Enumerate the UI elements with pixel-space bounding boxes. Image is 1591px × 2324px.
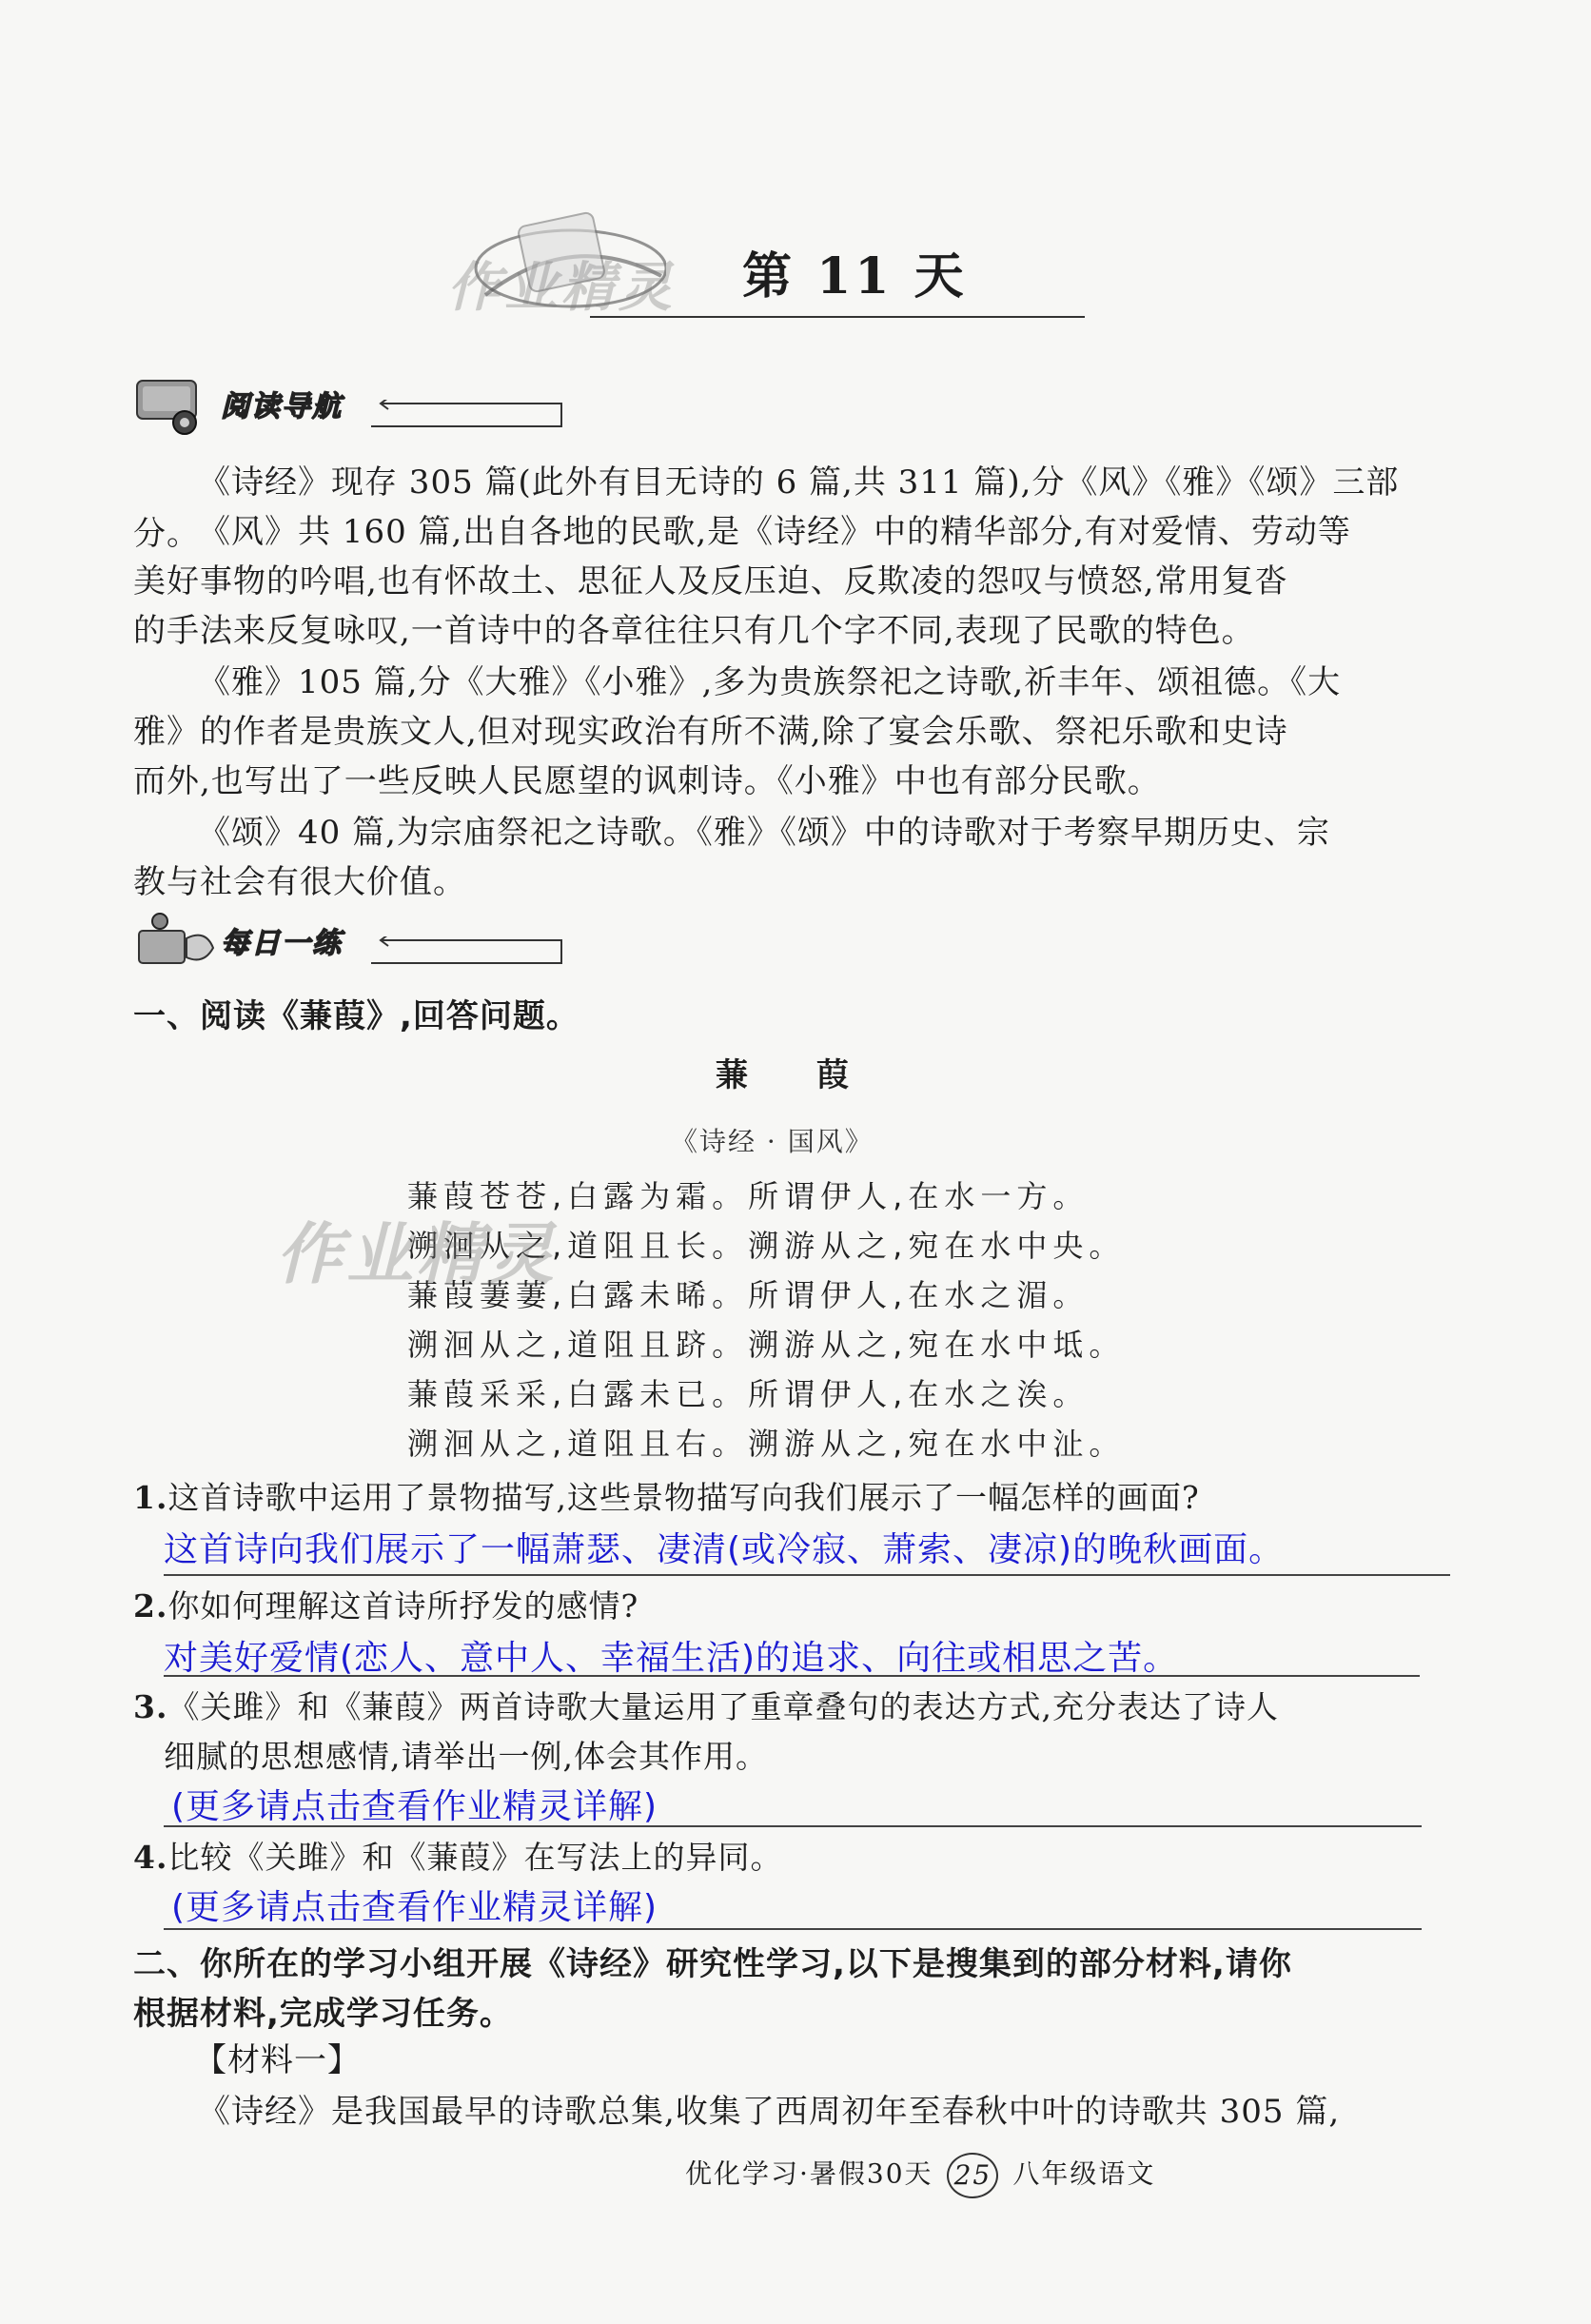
question-4 [133, 1833, 1446, 1882]
part-one-heading: 一、阅读《蒹葭》,回答问题。 [133, 997, 579, 1035]
question-3-text: 《关雎》和《蒹葭》两首诗歌大量运用了重章叠句的表达方式,充分表达了诗人 [167, 1688, 1279, 1725]
question-3-text-continued: 细腻的思想感情,请举出一例,体会其作用。 [164, 1738, 768, 1775]
guide-paragraph-2-line-3: 的手法来反复咏叹,一首诗中的各章往往只有几个字不同,表现了民歌的特色。 [133, 612, 1255, 650]
question-4-number: 4. [133, 1839, 168, 1876]
question-1-number: 1. [133, 1479, 168, 1516]
answer-3-line [164, 1825, 1422, 1827]
question-3-number: 3. [133, 1688, 168, 1725]
question-1-text: 这首诗歌中运用了景物描写,这些景物描写向我们展示了一幅怎样的画面? [167, 1479, 1200, 1516]
guide-paragraph-4-line-2: 教与社会有很大价值。 [133, 863, 466, 901]
section-arrow-icon [371, 400, 571, 428]
question-3 [133, 1683, 1446, 1732]
question-2-number: 2. [133, 1587, 168, 1625]
answer-2-line [164, 1675, 1420, 1677]
daily-practice-label: 每日一练 [221, 927, 343, 960]
part-two-heading-line-2: 根据材料,完成学习任务。 [133, 1995, 513, 2033]
reading-guide-icon [133, 373, 219, 436]
poem-watermark: 作业精灵 [276, 1215, 558, 1293]
page-title: 第 11 天 [742, 247, 968, 305]
footer-book-title: 优化学习·暑假30天 [685, 2157, 933, 2190]
part-two-heading-line-1: 二、你所在的学习小组开展《诗经》研究性学习,以下是搜集到的部分材料,请你 [133, 1945, 1292, 1983]
poem-line-5: 蒹葭采采,白露未已。所谓伊人,在水之涘。 [407, 1376, 1090, 1412]
poem-line-6: 溯洄从之,道阻且右。溯游从之,宛在水中沚。 [407, 1426, 1126, 1462]
poem-line-1: 蒹葭苍苍,白露为霜。所谓伊人,在水一方。 [407, 1178, 1090, 1214]
answer-1: 这首诗向我们展示了一幅萧瑟、凄清(或冷寂、萧索、凄凉)的晚秋画面。 [164, 1530, 1285, 1569]
material-one-label: 【材料一】 [194, 2041, 361, 2079]
guide-paragraph-3-line-2: 雅》的作者是贵族文人,但对现实政治有所不满,除了宴会乐歌、祭祀乐歌和史诗 [133, 713, 1288, 751]
answer-3-link[interactable]: (更多请点击查看作业精灵详解) [171, 1787, 658, 1826]
question-4-text: 比较《关雎》和《蒹葭》在写法上的异同。 [167, 1839, 783, 1876]
guide-paragraph-2-line-1: 《风》共 160 篇,出自各地的民歌,是《诗经》中的精华部分,有对爱情、劳动等 [198, 513, 1351, 551]
answer-4-link[interactable]: (更多请点击查看作业精灵详解) [171, 1888, 658, 1927]
guide-paragraph-3-line-1: 《雅》105 篇,分《大雅》《小雅》,多为贵族祭祀之诗歌,祈丰年、颂祖德。《大 [198, 663, 1342, 701]
answer-1-line [164, 1574, 1450, 1576]
daily-practice-header [133, 910, 590, 971]
poem-source: 《诗经 · 国风》 [671, 1126, 874, 1157]
question-2 [133, 1582, 1446, 1631]
poem-title: 蒹 葭 [716, 1056, 877, 1094]
page-number: 25 [947, 2153, 998, 2198]
guide-paragraph-3-line-3: 而外,也写出了一些反映人民愿望的讽刺诗。《小雅》中也有部分民歌。 [133, 762, 1161, 800]
question-1 [133, 1473, 1446, 1523]
guide-paragraph-1: 《诗经》现存 305 篇(此外有目无诗的 6 篇,共 311 篇),分《风》《雅》《颂》三部分。 [133, 463, 1400, 553]
poem-line-2: 溯洄从之,道阻且长。溯游从之,宛在水中央。 [407, 1228, 1126, 1264]
title-divider [590, 316, 1085, 318]
poem-line-4: 溯洄从之,道阻且跻。溯游从之,宛在水中坻。 [407, 1327, 1126, 1363]
question-2-text: 你如何理解这首诗所抒发的感情? [167, 1587, 639, 1625]
answer-2: 对美好爱情(恋人、意中人、幸福生活)的追求、向往或相思之苦。 [164, 1639, 1179, 1678]
guide-paragraph-4-line-1: 《颂》40 篇,为宗庙祭祀之诗歌。《雅》《颂》中的诗歌对于考察早期历史、宗 [198, 814, 1330, 852]
footer [685, 2153, 1155, 2198]
poem-line-3: 蒹葭萋萋,白露未晞。所谓伊人,在水之湄。 [407, 1277, 1090, 1313]
daily-practice-icon [133, 910, 219, 973]
reading-guide-label: 阅读导航 [221, 390, 343, 423]
material-one-text: 《诗经》是我国最早的诗歌总集,收集了西周初年至春秋中叶的诗歌共 305 篇, [198, 2093, 1341, 2131]
answer-4-line [164, 1928, 1422, 1930]
section-arrow-icon [371, 936, 571, 965]
logo-text: 作业精灵 [447, 257, 676, 319]
footer-subject: 八年级语文 [1012, 2157, 1156, 2190]
guide-paragraph-2-line-2: 美好事物的吟唱,也有怀故土、思征人及反压迫、反欺凌的怨叹与愤怒,常用复沓 [133, 562, 1288, 601]
reading-guide-header [133, 373, 590, 434]
